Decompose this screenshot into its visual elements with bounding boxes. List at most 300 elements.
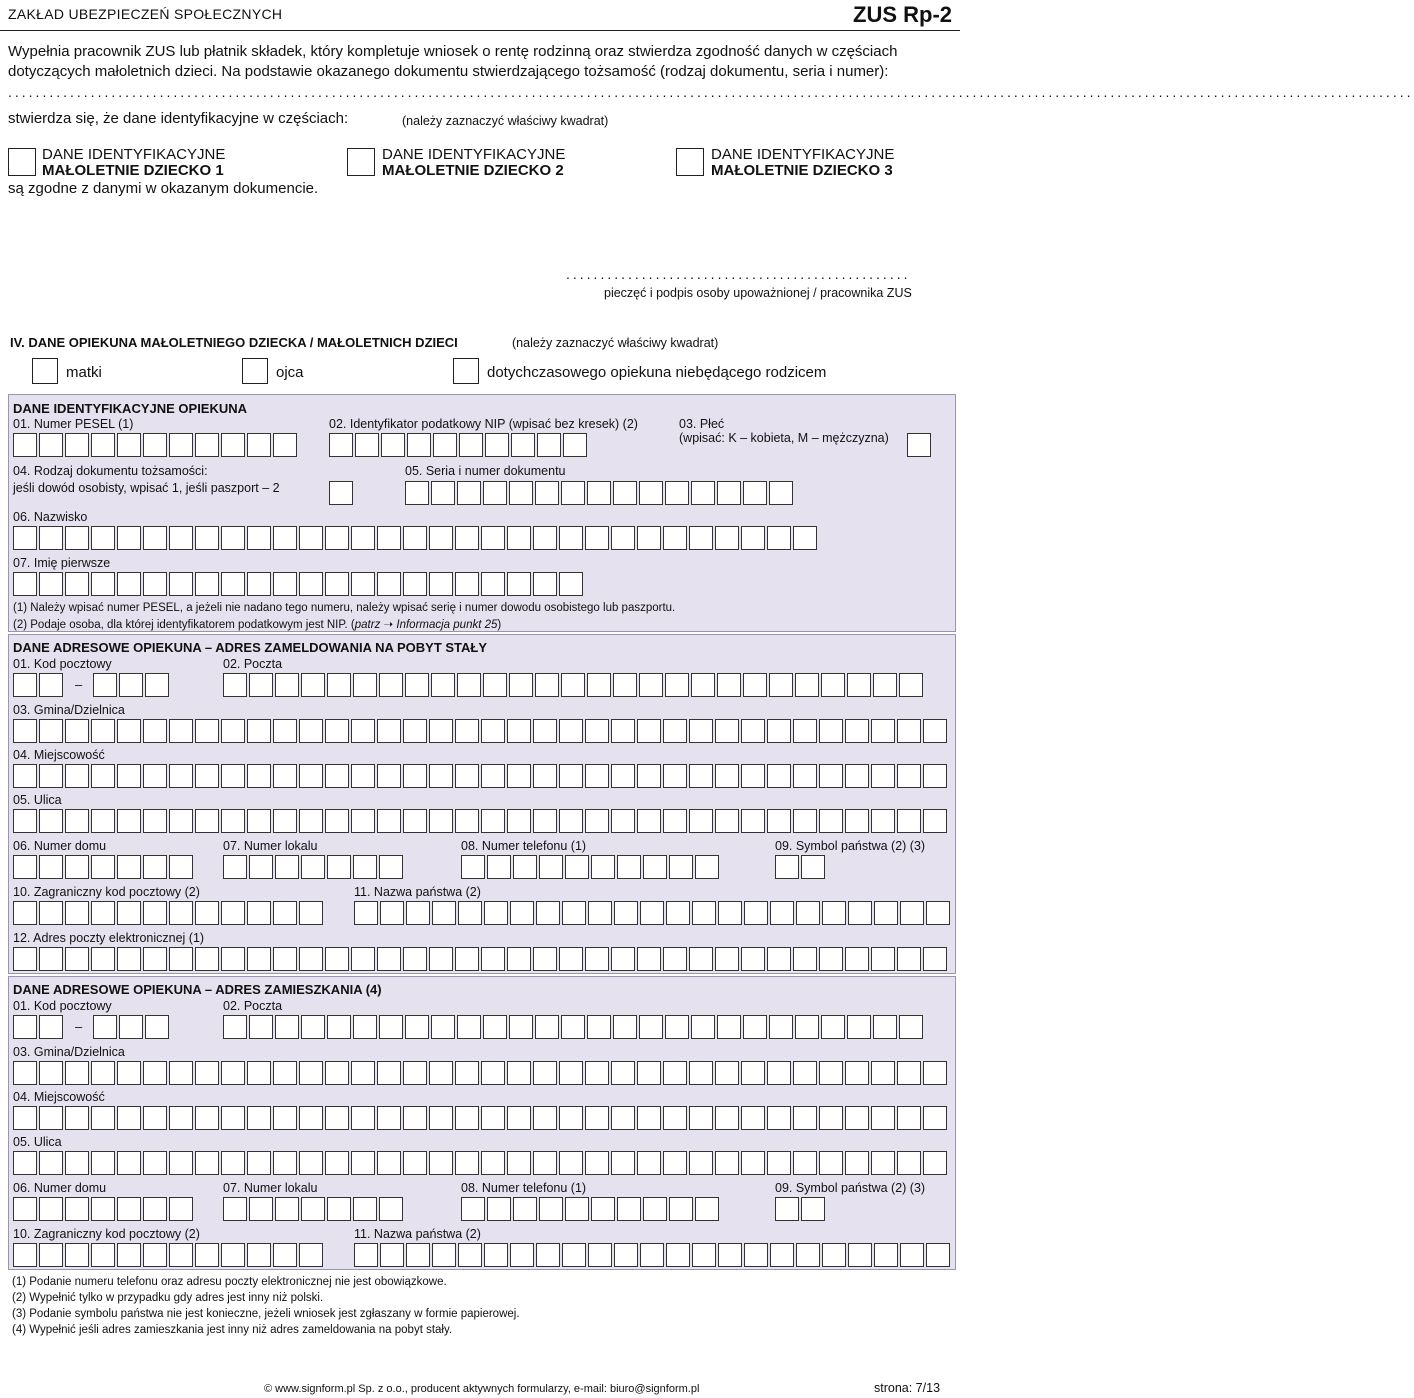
char-cell[interactable]: [585, 1106, 609, 1130]
char-cell[interactable]: [455, 809, 479, 833]
char-cell[interactable]: [563, 433, 587, 457]
char-cell[interactable]: [559, 1061, 583, 1085]
char-cell[interactable]: [509, 1015, 533, 1039]
char-cell[interactable]: [223, 1197, 247, 1221]
char-cell[interactable]: [143, 1151, 167, 1175]
char-cell[interactable]: [93, 1015, 117, 1039]
char-cell[interactable]: [769, 1015, 793, 1039]
char-cell[interactable]: [897, 809, 921, 833]
char-cell[interactable]: [897, 719, 921, 743]
char-cell[interactable]: [13, 1197, 37, 1221]
char-cell[interactable]: [13, 1015, 37, 1039]
char-cell[interactable]: [459, 433, 483, 457]
res-post-office-cells[interactable]: [223, 1015, 925, 1039]
char-cell[interactable]: [403, 809, 427, 833]
char-cell[interactable]: [39, 1243, 63, 1267]
char-cell[interactable]: [431, 1015, 455, 1039]
char-cell[interactable]: [65, 809, 89, 833]
char-cell[interactable]: [91, 1197, 115, 1221]
char-cell[interactable]: [39, 855, 63, 879]
char-cell[interactable]: [741, 1106, 765, 1130]
char-cell[interactable]: [247, 764, 271, 788]
char-cell[interactable]: [533, 1061, 557, 1085]
reg-street-cells[interactable]: [13, 809, 949, 833]
char-cell[interactable]: [377, 947, 401, 971]
char-cell[interactable]: [695, 1197, 719, 1221]
res-house-no-cells[interactable]: [13, 1197, 195, 1221]
char-cell[interactable]: [845, 1106, 869, 1130]
char-cell[interactable]: [65, 901, 89, 925]
char-cell[interactable]: [195, 764, 219, 788]
char-cell[interactable]: [669, 855, 693, 879]
char-cell[interactable]: [513, 1197, 537, 1221]
char-cell[interactable]: [221, 526, 245, 550]
char-cell[interactable]: [873, 673, 897, 697]
char-cell[interactable]: [221, 947, 245, 971]
char-cell[interactable]: [588, 901, 612, 925]
char-cell[interactable]: [65, 1061, 89, 1085]
char-cell[interactable]: [325, 526, 349, 550]
char-cell[interactable]: [39, 1197, 63, 1221]
char-cell[interactable]: [845, 947, 869, 971]
char-cell[interactable]: [65, 526, 89, 550]
char-cell[interactable]: [613, 1015, 637, 1039]
res-country-symbol-cells[interactable]: [775, 1197, 827, 1221]
char-cell[interactable]: [327, 673, 351, 697]
char-cell[interactable]: [405, 673, 429, 697]
char-cell[interactable]: [715, 947, 739, 971]
char-cell[interactable]: [639, 673, 663, 697]
char-cell[interactable]: [117, 433, 141, 457]
char-cell[interactable]: [897, 1061, 921, 1085]
char-cell[interactable]: [585, 526, 609, 550]
char-cell[interactable]: [91, 1061, 115, 1085]
char-cell[interactable]: [767, 1151, 791, 1175]
char-cell[interactable]: [769, 673, 793, 697]
char-cell[interactable]: [637, 764, 661, 788]
char-cell[interactable]: [195, 1243, 219, 1267]
char-cell[interactable]: [559, 809, 583, 833]
char-cell[interactable]: [923, 1151, 947, 1175]
char-cell[interactable]: [639, 481, 663, 505]
surname-cells[interactable]: [13, 526, 819, 550]
doc-number-cells[interactable]: [405, 481, 795, 505]
char-cell[interactable]: [65, 433, 89, 457]
char-cell[interactable]: [663, 1151, 687, 1175]
char-cell[interactable]: [793, 1106, 817, 1130]
char-cell[interactable]: [591, 1197, 615, 1221]
char-cell[interactable]: [689, 526, 713, 550]
signature-line[interactable]: ..................................................: [566, 266, 911, 282]
char-cell[interactable]: [275, 1015, 299, 1039]
char-cell[interactable]: [923, 1106, 947, 1130]
char-cell[interactable]: [611, 764, 635, 788]
char-cell[interactable]: [275, 673, 299, 697]
char-cell[interactable]: [117, 1243, 141, 1267]
char-cell[interactable]: [897, 1106, 921, 1130]
char-cell[interactable]: [169, 572, 193, 596]
char-cell[interactable]: [614, 1243, 638, 1267]
char-cell[interactable]: [13, 572, 37, 596]
char-cell[interactable]: [247, 1061, 271, 1085]
child-3-checkbox[interactable]: [676, 148, 704, 176]
char-cell[interactable]: [741, 526, 765, 550]
char-cell[interactable]: [585, 947, 609, 971]
char-cell[interactable]: [639, 1015, 663, 1039]
char-cell[interactable]: [665, 673, 689, 697]
char-cell[interactable]: [403, 526, 427, 550]
char-cell[interactable]: [871, 1106, 895, 1130]
char-cell[interactable]: [143, 855, 167, 879]
char-cell[interactable]: [221, 764, 245, 788]
char-cell[interactable]: [379, 855, 403, 879]
char-cell[interactable]: [39, 1106, 63, 1130]
char-cell[interactable]: [143, 901, 167, 925]
reg-house-no-cells[interactable]: [13, 855, 195, 879]
char-cell[interactable]: [301, 1015, 325, 1039]
char-cell[interactable]: [169, 809, 193, 833]
char-cell[interactable]: [39, 764, 63, 788]
char-cell[interactable]: [380, 1243, 404, 1267]
char-cell[interactable]: [91, 947, 115, 971]
char-cell[interactable]: [405, 1015, 429, 1039]
char-cell[interactable]: [767, 526, 791, 550]
char-cell[interactable]: [795, 1015, 819, 1039]
char-cell[interactable]: [91, 1243, 115, 1267]
char-cell[interactable]: [536, 901, 560, 925]
char-cell[interactable]: [665, 1015, 689, 1039]
char-cell[interactable]: [819, 764, 843, 788]
char-cell[interactable]: [13, 1243, 37, 1267]
char-cell[interactable]: [169, 1151, 193, 1175]
char-cell[interactable]: [143, 1061, 167, 1085]
char-cell[interactable]: [819, 1106, 843, 1130]
char-cell[interactable]: [559, 526, 583, 550]
char-cell[interactable]: [845, 809, 869, 833]
char-cell[interactable]: [923, 719, 947, 743]
char-cell[interactable]: [874, 901, 898, 925]
char-cell[interactable]: [403, 719, 427, 743]
char-cell[interactable]: [819, 1151, 843, 1175]
char-cell[interactable]: [143, 947, 167, 971]
char-cell[interactable]: [689, 1106, 713, 1130]
char-cell[interactable]: [13, 719, 37, 743]
char-cell[interactable]: [458, 901, 482, 925]
char-cell[interactable]: [117, 855, 141, 879]
char-cell[interactable]: [487, 855, 511, 879]
char-cell[interactable]: [481, 764, 505, 788]
char-cell[interactable]: [845, 1151, 869, 1175]
char-cell[interactable]: [299, 1061, 323, 1085]
char-cell[interactable]: [91, 526, 115, 550]
char-cell[interactable]: [715, 809, 739, 833]
char-cell[interactable]: [325, 719, 349, 743]
char-cell[interactable]: [169, 433, 193, 457]
char-cell[interactable]: [561, 481, 585, 505]
char-cell[interactable]: [483, 481, 507, 505]
char-cell[interactable]: [273, 1243, 297, 1267]
char-cell[interactable]: [117, 526, 141, 550]
char-cell[interactable]: [900, 901, 924, 925]
char-cell[interactable]: [692, 901, 716, 925]
char-cell[interactable]: [871, 1061, 895, 1085]
char-cell[interactable]: [769, 481, 793, 505]
char-cell[interactable]: [249, 1197, 273, 1221]
child-2-checkbox[interactable]: [347, 148, 375, 176]
char-cell[interactable]: [461, 1197, 485, 1221]
char-cell[interactable]: [351, 526, 375, 550]
char-cell[interactable]: [533, 572, 557, 596]
nip-cells[interactable]: [329, 433, 589, 457]
char-cell[interactable]: [13, 764, 37, 788]
res-postal-code-cells-a[interactable]: [13, 1015, 65, 1039]
char-cell[interactable]: [91, 1106, 115, 1130]
char-cell[interactable]: [481, 1106, 505, 1130]
char-cell[interactable]: [767, 809, 791, 833]
char-cell[interactable]: [484, 901, 508, 925]
char-cell[interactable]: [663, 719, 687, 743]
char-cell[interactable]: [169, 764, 193, 788]
char-cell[interactable]: [611, 809, 635, 833]
char-cell[interactable]: [431, 481, 455, 505]
char-cell[interactable]: [351, 572, 375, 596]
char-cell[interactable]: [325, 1151, 349, 1175]
char-cell[interactable]: [325, 1106, 349, 1130]
char-cell[interactable]: [845, 1061, 869, 1085]
char-cell[interactable]: [585, 719, 609, 743]
char-cell[interactable]: [117, 809, 141, 833]
char-cell[interactable]: [741, 947, 765, 971]
char-cell[interactable]: [689, 809, 713, 833]
char-cell[interactable]: [637, 1151, 661, 1175]
char-cell[interactable]: [353, 855, 377, 879]
char-cell[interactable]: [559, 947, 583, 971]
char-cell[interactable]: [923, 1061, 947, 1085]
char-cell[interactable]: [169, 719, 193, 743]
reg-email-cells[interactable]: [13, 947, 949, 971]
char-cell[interactable]: [637, 719, 661, 743]
char-cell[interactable]: [899, 1015, 923, 1039]
char-cell[interactable]: [39, 673, 63, 697]
char-cell[interactable]: [801, 1197, 825, 1221]
res-street-cells[interactable]: [13, 1151, 949, 1175]
char-cell[interactable]: [169, 855, 193, 879]
char-cell[interactable]: [613, 673, 637, 697]
reg-postal-code-cells-b[interactable]: [93, 673, 171, 697]
char-cell[interactable]: [143, 809, 167, 833]
char-cell[interactable]: [457, 673, 481, 697]
char-cell[interactable]: [39, 809, 63, 833]
char-cell[interactable]: [353, 673, 377, 697]
reg-flat-no-cells[interactable]: [223, 855, 405, 879]
char-cell[interactable]: [403, 1061, 427, 1085]
char-cell[interactable]: [351, 809, 375, 833]
char-cell[interactable]: [169, 1243, 193, 1267]
char-cell[interactable]: [221, 901, 245, 925]
char-cell[interactable]: [329, 433, 353, 457]
res-phone-cells[interactable]: [461, 1197, 721, 1221]
char-cell[interactable]: [117, 901, 141, 925]
char-cell[interactable]: [117, 1197, 141, 1221]
char-cell[interactable]: [13, 855, 37, 879]
char-cell[interactable]: [432, 1243, 456, 1267]
char-cell[interactable]: [329, 481, 353, 505]
char-cell[interactable]: [429, 1061, 453, 1085]
char-cell[interactable]: [299, 764, 323, 788]
char-cell[interactable]: [91, 809, 115, 833]
char-cell[interactable]: [767, 1061, 791, 1085]
res-postal-code-cells-b[interactable]: [93, 1015, 171, 1039]
char-cell[interactable]: [377, 572, 401, 596]
char-cell[interactable]: [117, 1061, 141, 1085]
char-cell[interactable]: [587, 481, 611, 505]
char-cell[interactable]: [897, 1151, 921, 1175]
char-cell[interactable]: [715, 764, 739, 788]
char-cell[interactable]: [327, 1015, 351, 1039]
char-cell[interactable]: [195, 809, 219, 833]
char-cell[interactable]: [221, 1106, 245, 1130]
char-cell[interactable]: [585, 764, 609, 788]
char-cell[interactable]: [507, 1061, 531, 1085]
res-flat-no-cells[interactable]: [223, 1197, 405, 1221]
char-cell[interactable]: [485, 433, 509, 457]
char-cell[interactable]: [801, 855, 825, 879]
char-cell[interactable]: [617, 855, 641, 879]
char-cell[interactable]: [617, 1197, 641, 1221]
char-cell[interactable]: [743, 673, 767, 697]
char-cell[interactable]: [487, 1197, 511, 1221]
char-cell[interactable]: [351, 1106, 375, 1130]
char-cell[interactable]: [819, 809, 843, 833]
char-cell[interactable]: [301, 673, 325, 697]
char-cell[interactable]: [744, 1243, 768, 1267]
char-cell[interactable]: [221, 809, 245, 833]
char-cell[interactable]: [585, 1151, 609, 1175]
char-cell[interactable]: [325, 1061, 349, 1085]
char-cell[interactable]: [897, 764, 921, 788]
char-cell[interactable]: [169, 1061, 193, 1085]
char-cell[interactable]: [354, 901, 378, 925]
char-cell[interactable]: [481, 1151, 505, 1175]
reg-foreign-postal-cells[interactable]: [13, 901, 325, 925]
char-cell[interactable]: [221, 1151, 245, 1175]
char-cell[interactable]: [848, 1243, 872, 1267]
char-cell[interactable]: [663, 947, 687, 971]
char-cell[interactable]: [611, 1061, 635, 1085]
char-cell[interactable]: [793, 1151, 817, 1175]
char-cell[interactable]: [848, 901, 872, 925]
char-cell[interactable]: [507, 719, 531, 743]
char-cell[interactable]: [381, 433, 405, 457]
char-cell[interactable]: [65, 947, 89, 971]
char-cell[interactable]: [145, 1015, 169, 1039]
char-cell[interactable]: [611, 947, 635, 971]
char-cell[interactable]: [533, 947, 557, 971]
char-cell[interactable]: [403, 572, 427, 596]
char-cell[interactable]: [247, 572, 271, 596]
char-cell[interactable]: [535, 673, 559, 697]
char-cell[interactable]: [533, 764, 557, 788]
char-cell[interactable]: [247, 809, 271, 833]
char-cell[interactable]: [39, 1061, 63, 1085]
char-cell[interactable]: [39, 901, 63, 925]
char-cell[interactable]: [39, 572, 63, 596]
char-cell[interactable]: [507, 947, 531, 971]
char-cell[interactable]: [353, 1015, 377, 1039]
char-cell[interactable]: [689, 719, 713, 743]
char-cell[interactable]: [510, 901, 534, 925]
char-cell[interactable]: [871, 809, 895, 833]
char-cell[interactable]: [429, 572, 453, 596]
char-cell[interactable]: [403, 947, 427, 971]
char-cell[interactable]: [481, 1061, 505, 1085]
char-cell[interactable]: [13, 1106, 37, 1130]
char-cell[interactable]: [507, 764, 531, 788]
char-cell[interactable]: [793, 764, 817, 788]
char-cell[interactable]: [247, 947, 271, 971]
char-cell[interactable]: [741, 719, 765, 743]
char-cell[interactable]: [143, 764, 167, 788]
char-cell[interactable]: [559, 1106, 583, 1130]
char-cell[interactable]: [613, 481, 637, 505]
char-cell[interactable]: [275, 1197, 299, 1221]
char-cell[interactable]: [143, 1106, 167, 1130]
char-cell[interactable]: [273, 526, 297, 550]
char-cell[interactable]: [65, 1106, 89, 1130]
char-cell[interactable]: [461, 855, 485, 879]
char-cell[interactable]: [432, 901, 456, 925]
char-cell[interactable]: [377, 1151, 401, 1175]
char-cell[interactable]: [403, 1106, 427, 1130]
char-cell[interactable]: [119, 673, 143, 697]
char-cell[interactable]: [247, 719, 271, 743]
char-cell[interactable]: [822, 901, 846, 925]
char-cell[interactable]: [819, 719, 843, 743]
char-cell[interactable]: [13, 433, 37, 457]
char-cell[interactable]: [273, 1061, 297, 1085]
char-cell[interactable]: [537, 433, 561, 457]
char-cell[interactable]: [377, 719, 401, 743]
char-cell[interactable]: [689, 1061, 713, 1085]
char-cell[interactable]: [741, 1061, 765, 1085]
char-cell[interactable]: [923, 764, 947, 788]
char-cell[interactable]: [13, 809, 37, 833]
char-cell[interactable]: [195, 901, 219, 925]
char-cell[interactable]: [767, 947, 791, 971]
char-cell[interactable]: [65, 855, 89, 879]
char-cell[interactable]: [299, 901, 323, 925]
char-cell[interactable]: [13, 1061, 37, 1085]
char-cell[interactable]: [380, 901, 404, 925]
char-cell[interactable]: [767, 719, 791, 743]
char-cell[interactable]: [689, 1151, 713, 1175]
char-cell[interactable]: [717, 1015, 741, 1039]
char-cell[interactable]: [715, 1151, 739, 1175]
char-cell[interactable]: [403, 764, 427, 788]
char-cell[interactable]: [377, 1106, 401, 1130]
char-cell[interactable]: [743, 1015, 767, 1039]
char-cell[interactable]: [325, 764, 349, 788]
char-cell[interactable]: [775, 855, 799, 879]
char-cell[interactable]: [273, 719, 297, 743]
char-cell[interactable]: [377, 1061, 401, 1085]
char-cell[interactable]: [273, 901, 297, 925]
char-cell[interactable]: [715, 1106, 739, 1130]
char-cell[interactable]: [536, 1243, 560, 1267]
char-cell[interactable]: [377, 809, 401, 833]
char-cell[interactable]: [663, 1061, 687, 1085]
char-cell[interactable]: [796, 901, 820, 925]
